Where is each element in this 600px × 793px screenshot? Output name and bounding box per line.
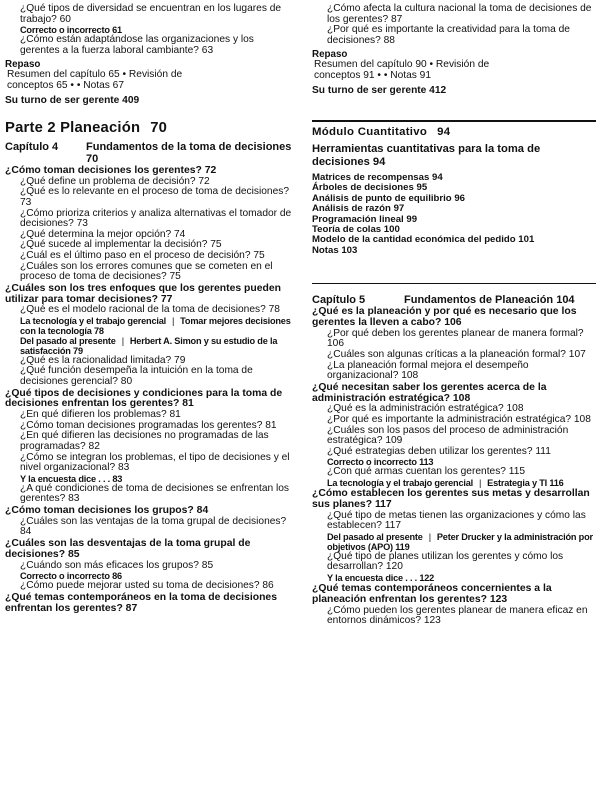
toc-entry[interactable]: ¿Cuándo son más eficaces los grupos? 85 [20,559,214,571]
module-item[interactable]: Programación lineal 99 [312,213,418,225]
toc-question[interactable]: ¿Qué es la planeación y por qué es necesario que los gerentes la lleven a cabo? 106 [312,306,577,329]
toc-entry-feature[interactable]: Correcto o incorrecto 61 [20,25,122,36]
repaso-heading: Repaso [5,59,41,71]
toc-entry[interactable]: ¿Cuál es el último paso en el proceso de decisión? 75 [20,249,265,261]
toc-question[interactable]: ¿Qué temas contemporáneos en la toma de decisiones enfrentan los gerentes? 87 [5,591,277,614]
toc-question[interactable]: ¿Cuáles son los tres enfoques que los gerentes pueden utilizar para tomar decisiones? 77 [5,282,281,305]
module-label: Módulo Cuantitativo [312,125,428,138]
separator: | [121,335,124,346]
repaso-line: conceptos 91 • • Notas 91 [314,70,432,82]
module-item[interactable]: Matrices de recompensas 94 [312,171,443,183]
feature-rest: Peter Drucker y la administración por objetivos (APO) 119 [327,531,593,552]
toc-question[interactable]: ¿Cómo toman decisiones los gerentes? 72 [5,164,217,176]
toc-entry[interactable]: ¿Qué tipo de planes utilizan los gerentes y cómo los desarrollan? 120 [327,550,564,573]
feature-rest: Tomar mejores decisiones con la tecnología 78 [20,315,291,336]
divider [312,120,596,122]
toc-entry-feature[interactable] [312,532,596,552]
module-item[interactable]: Análisis de razón 97 [312,203,405,215]
toc-entry[interactable]: ¿Qué es el modelo racional de la toma de decisiones? 78 [20,304,280,316]
module-heading[interactable] [312,126,596,138]
toc-entry[interactable]: ¿Por qué deben los gerentes planear de manera formal? 106 [327,327,584,350]
toc-entry-feature[interactable]: Correcto o incorrecto 113 [327,457,434,468]
toc-question[interactable]: ¿Cómo toman decisiones los grupos? 84 [5,505,209,517]
toc-entry[interactable]: ¿Cuáles son los pasos del proceso de administración estratégica? 109 [327,424,569,447]
part-page: 70 [150,119,168,136]
toc-entry-feature[interactable] [5,336,293,356]
toc-entry[interactable]: ¿Qué tipos de diversidad se encuentran en los lugares de trabajo? 60 [20,3,282,25]
separator: | [478,477,482,488]
toc-entry[interactable]: ¿Con qué armas cuentan los gerentes? 115 [327,466,526,478]
toc-entry[interactable]: ¿Qué es lo relevante en el proceso de toma de decisiones? 73 [20,186,289,208]
toc-question[interactable]: ¿Qué necesitan saber los gerentes acerca de la administración estratégica? 108 [312,381,547,404]
toc-entry[interactable]: ¿Qué tipo de metas tienen las organizaciones y cómo las establecen? 117 [327,509,586,532]
toc-entry[interactable]: ¿Qué define un problema de decisión? 72 [20,175,210,187]
toc-entry[interactable]: ¿Cómo toman decisiones programadas los gerentes? 81 [20,419,277,431]
toc-entry[interactable]: ¿Qué sucede al implementar la decisión? 75 [20,239,222,251]
toc-question[interactable]: ¿Cuáles son las desventajas de la toma grupal de decisiones? 85 [5,538,251,560]
toc-entry[interactable]: ¿Cuáles son los errores comunes que se cometen en el proceso de toma de decisiones? 75 [20,260,273,283]
toc-entry-feature[interactable] [312,478,596,488]
toc-entry[interactable]: ¿Qué determina la mejor opción? 74 [20,228,186,240]
feature-lead: Del pasado al presente [20,335,116,346]
toc-entry[interactable]: ¿Cómo pueden los gerentes planear de manera eficaz en entornos dinámicos? 123 [327,604,588,627]
module-page: 94 [437,125,451,138]
toc-entry[interactable]: ¿Cómo se integran los problemas, el tipo de decisiones y el nivel organizacional? 83 [20,451,290,474]
module-item[interactable]: Análisis de punto de equilibrio 96 [312,192,465,204]
feature-rest: Herbert A. Simon y su estudio de la satisfacción 79 [20,335,278,356]
module-title[interactable]: Herramientas cuantitativas para la toma de decisiones 94 [312,142,541,168]
su-turno-entry[interactable]: Su turno de ser gerente 412 [312,84,447,96]
repaso-line: Resumen del capítulo 65 • Revisión de [7,69,183,81]
chapter-heading[interactable] [312,294,596,306]
feature-rest: Estrategia y TI 116 [487,477,564,488]
repaso-heading: Repaso [312,49,348,61]
toc-question[interactable]: ¿Qué temas contemporáneos concernientes a la planeación enfrentan los gerentes? 123 [312,582,552,605]
module-item[interactable]: Modelo de la cantidad económica del pedido 101 [312,234,535,246]
chapter-label: Capítulo 5 [312,294,366,307]
part-label: Parte 2 Planeación [5,119,141,136]
chapter-title: Fundamentos de la toma de decisiones 70 [86,140,292,165]
toc-entry[interactable]: ¿La planeación formal mejora el desempeño organizacional? 108 [327,359,529,382]
toc-entry[interactable]: ¿Qué es la racionalidad limitada? 79 [20,354,186,366]
toc-entry[interactable]: ¿Cómo prioriza criterios y analiza alternativas el tomador de decisiones? 73 [20,207,292,230]
toc-right-column [312,4,596,627]
toc-entry[interactable]: ¿Qué es la administración estratégica? 108 [327,403,524,415]
toc-entry-feature[interactable]: Y la encuesta dice . . . 122 [327,572,435,583]
toc-entry[interactable]: ¿Por qué es importante la administración estratégica? 108 [327,413,591,425]
toc-entry[interactable]: ¿Por qué es importante la creatividad para la toma de decisiones? 88 [327,24,570,46]
toc-entry[interactable]: ¿En qué difieren las decisiones no programadas de las programadas? 82 [20,430,269,453]
toc-entry-feature[interactable] [5,316,293,336]
separator: | [428,531,431,542]
divider [312,283,596,284]
module-item[interactable]: Teoría de colas 100 [312,224,400,235]
toc-entry-feature[interactable]: Correcto o incorrecto 86 [20,571,122,582]
part-heading[interactable] [5,120,293,136]
toc-entry[interactable]: ¿En qué difieren los problemas? 81 [20,409,181,421]
toc-entry[interactable]: ¿Qué función desempeña la intuición en la toma de decisiones gerencial? 80 [20,365,253,388]
module-item[interactable]: Árboles de decisiones 95 [312,182,428,194]
toc-entry[interactable]: ¿Qué estrategias deben utilizar los gerentes? 111 [327,445,551,457]
toc-entry[interactable]: ¿Cómo puede mejorar usted su toma de decisiones? 86 [20,580,274,592]
chapter-label: Capítulo 4 [5,140,59,153]
separator: | [171,315,175,326]
chapter-title: Fundamentos de Planeación 104 [404,294,575,307]
module-list [312,173,596,256]
toc-entry[interactable]: ¿A qué condiciones de toma de decisiones se enfrentan los gerentes? 83 [20,482,290,505]
su-turno-entry[interactable]: Su turno de ser gerente 409 [5,94,140,106]
toc-entry[interactable]: ¿Cómo están adaptándose las organizaciones y los gerentes a la fuerza laboral cambiante? 63 [20,34,254,56]
toc-entry-feature[interactable]: Y la encuesta dice . . . 83 [20,473,123,484]
toc-question[interactable]: ¿Qué tipos de decisiones y condiciones para la toma de decisiones enfrentan los gerentes? 81 [5,387,283,410]
feature-lead: Del pasado al presente [327,531,423,542]
repaso-line: Resumen del capítulo 90 • Revisión de [314,59,490,71]
toc-entry[interactable]: ¿Cuáles son algunas críticas a la planeación formal? 107 [327,349,586,360]
feature-lead: La tecnología y el trabajo gerencial [20,315,166,326]
chapter-heading[interactable] [5,141,293,165]
toc-question[interactable]: ¿Cómo establecen los gerentes sus metas y desarrollan sus planes? 117 [312,487,590,510]
feature-lead: La tecnología y el trabajo gerencial [327,477,473,488]
toc-entry[interactable]: ¿Cómo afecta la cultura nacional la toma de decisiones de los gerentes? 87 [327,3,592,25]
toc-entry[interactable]: ¿Cuáles son las ventajas de la toma grupal de decisiones? 84 [20,515,287,538]
repaso-line: conceptos 65 • • Notas 67 [7,80,125,92]
toc-left-column [5,4,293,614]
module-item[interactable]: Notas 103 [312,244,358,256]
